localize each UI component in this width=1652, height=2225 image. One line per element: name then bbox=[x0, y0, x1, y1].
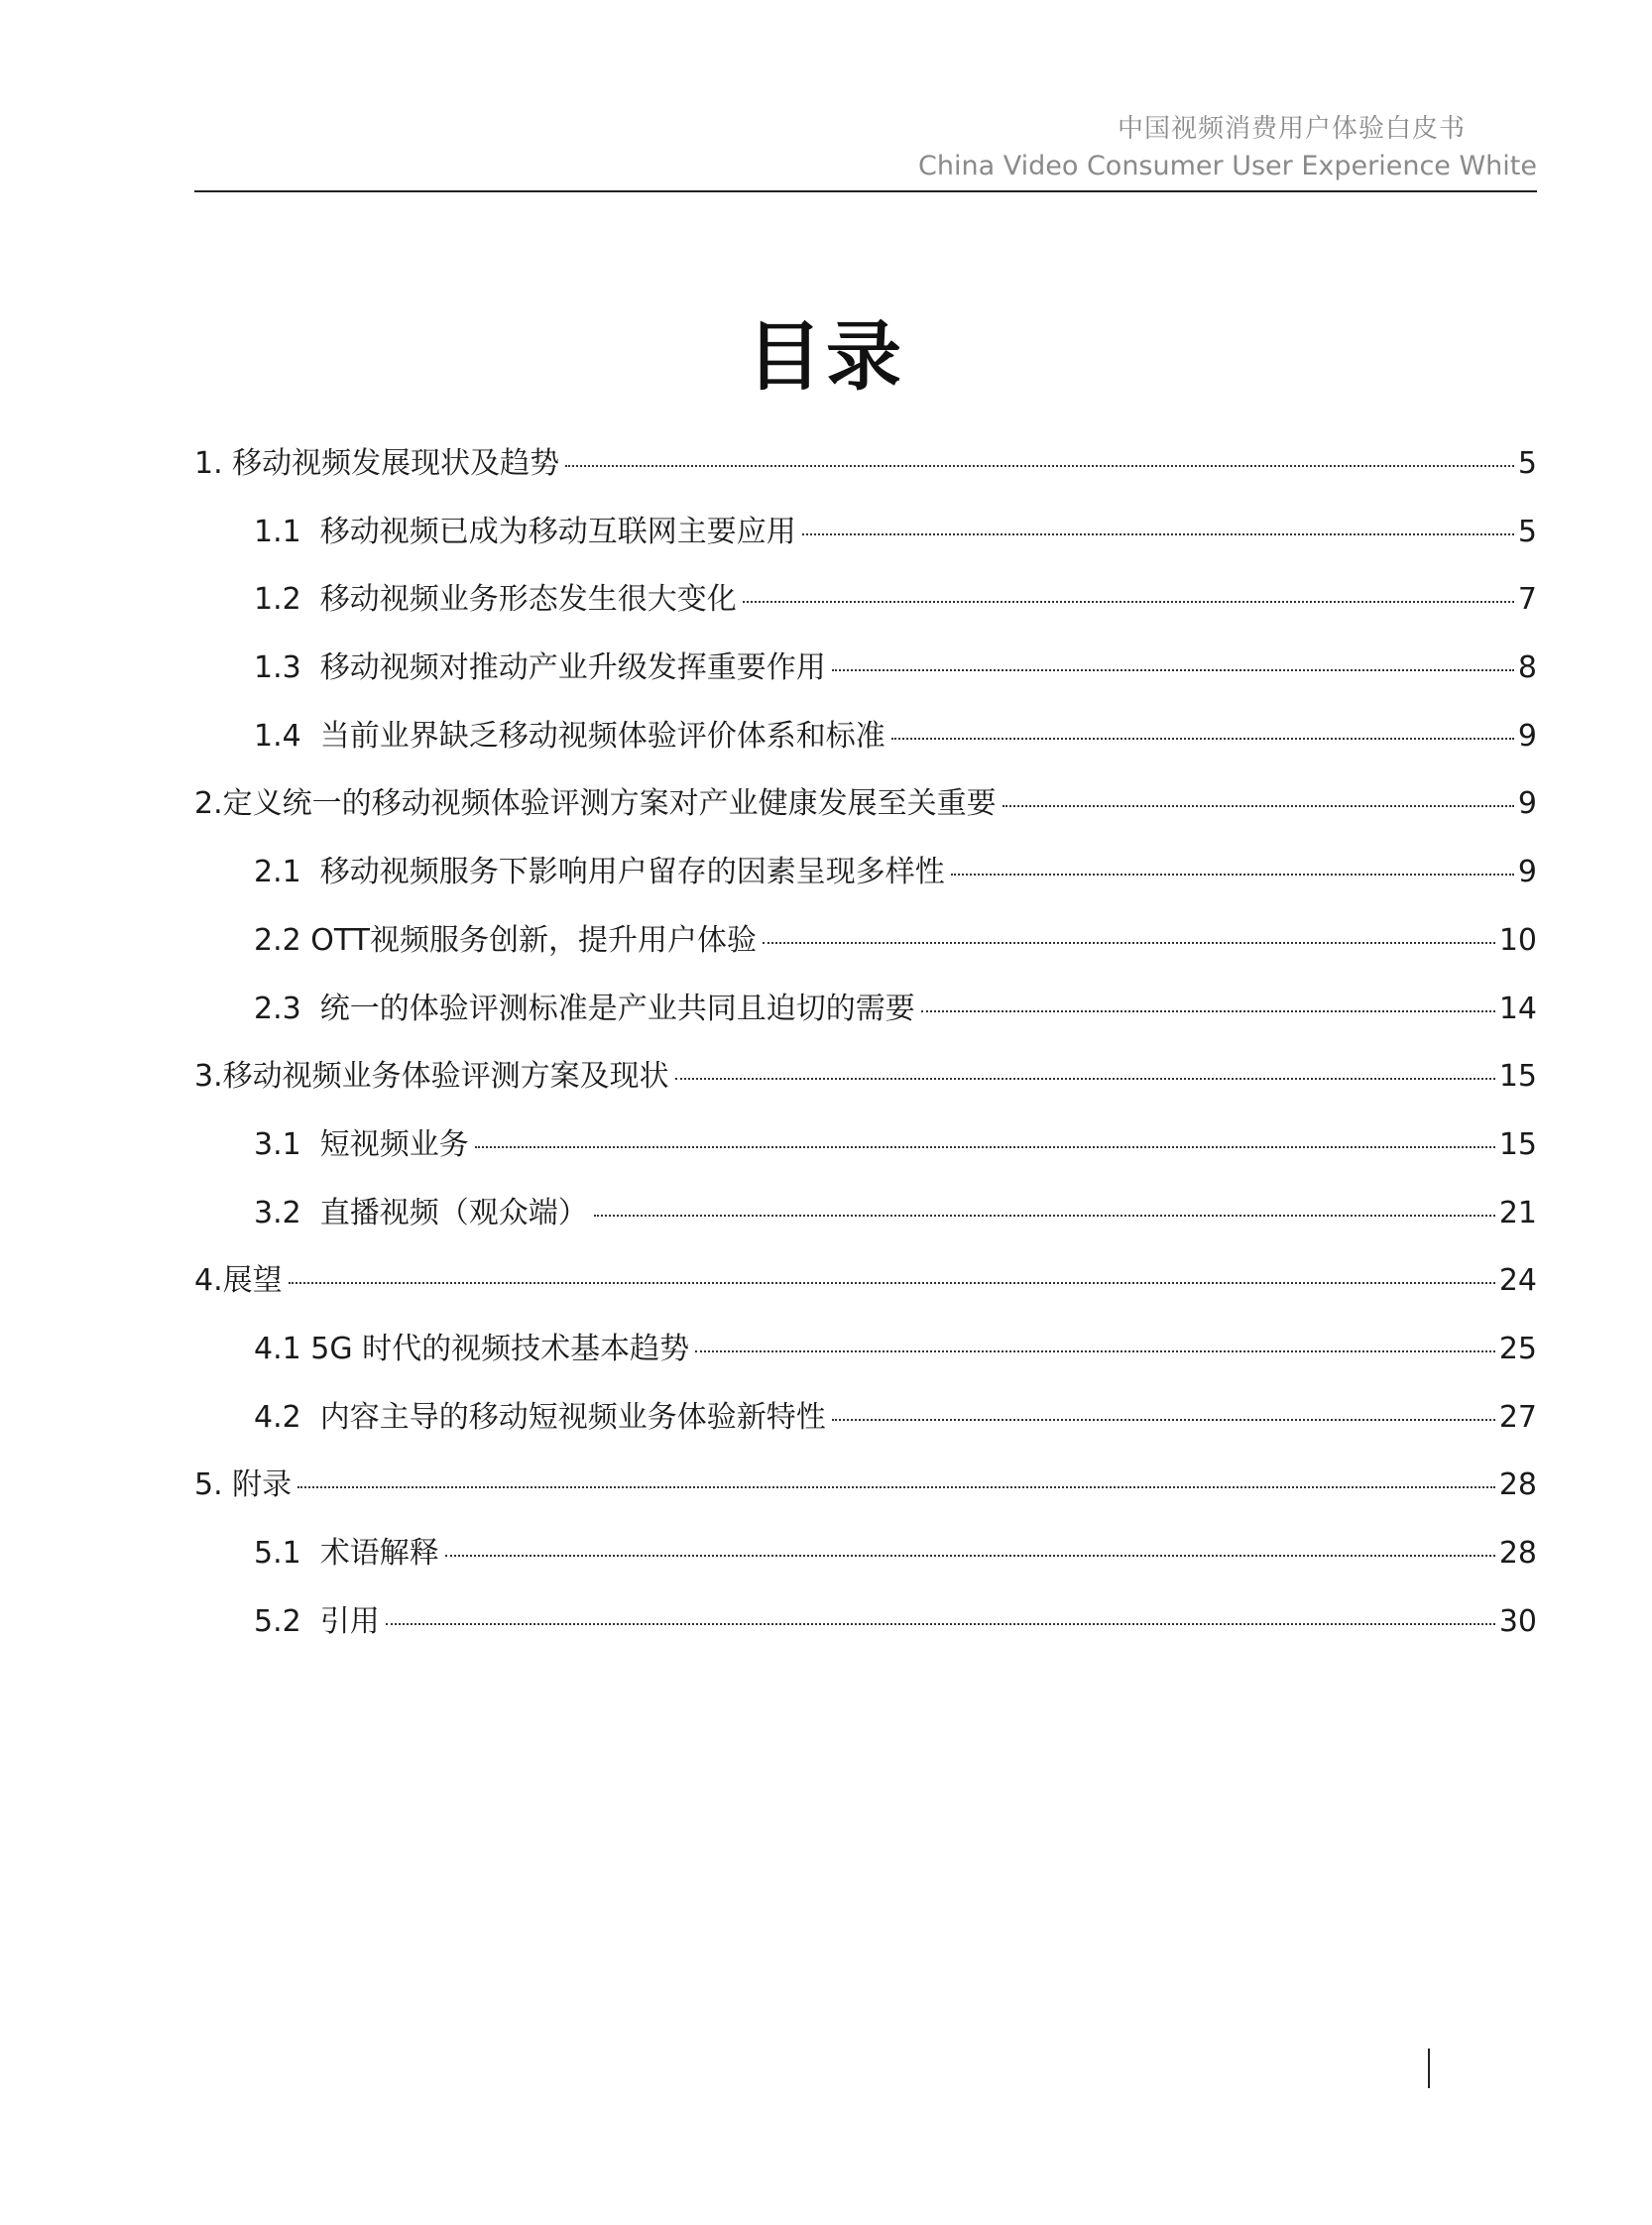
toc-entry-label: 1.1 移动视频已成为移动互联网主要应用 bbox=[254, 514, 796, 549]
toc-entry-label: 4.展望 bbox=[194, 1263, 283, 1299]
toc-entry-label: 2.1 移动视频服务下影响用户留存的因素呈现多样性 bbox=[254, 855, 945, 890]
page-marker-line bbox=[1428, 2049, 1430, 2088]
toc-section-link[interactable] bbox=[194, 1259, 1537, 1328]
toc-subsection-link[interactable] bbox=[194, 1123, 1537, 1192]
dot-leader bbox=[289, 1282, 1495, 1284]
running-header bbox=[918, 111, 1537, 186]
dot-leader bbox=[921, 1010, 1495, 1012]
toc-entry-page-number: 15 bbox=[1498, 1059, 1537, 1095]
dot-leader bbox=[475, 1146, 1495, 1148]
toc-subsection-link[interactable] bbox=[194, 919, 1537, 988]
header-title-en: China Video Consumer User Experience White bbox=[918, 151, 1537, 181]
toc-entry-page-number: 15 bbox=[1498, 1126, 1537, 1162]
dot-leader bbox=[386, 1623, 1495, 1625]
dot-leader bbox=[445, 1555, 1495, 1557]
toc-subsection-link[interactable] bbox=[194, 578, 1537, 646]
dot-leader bbox=[695, 1350, 1495, 1352]
toc-entry-page-number: 10 bbox=[1498, 922, 1537, 958]
toc-entry-label: 3.2 直播视频（观众端） bbox=[254, 1195, 588, 1230]
toc-subsection-link[interactable] bbox=[194, 851, 1537, 919]
toc-title: 目录 bbox=[747, 312, 905, 401]
dot-leader bbox=[891, 738, 1514, 740]
toc-section-link[interactable] bbox=[194, 1055, 1537, 1123]
dot-leader bbox=[802, 533, 1514, 535]
toc-entry-label: 2.定义统一的移动视频体验评测方案对产业健康发展至关重要 bbox=[194, 786, 997, 822]
table-of-contents bbox=[194, 442, 1537, 1668]
toc-entry-page-number: 9 bbox=[1517, 718, 1537, 754]
dot-leader bbox=[743, 601, 1514, 603]
toc-entry-label: 5.1 术语解释 bbox=[254, 1536, 439, 1571]
toc-entry-label: 4.1 5G 时代的视频技术基本趋势 bbox=[254, 1331, 690, 1366]
toc-entry-page-number: 21 bbox=[1498, 1195, 1537, 1230]
toc-entry-page-number: 9 bbox=[1517, 855, 1537, 890]
toc-subsection-link[interactable] bbox=[194, 1532, 1537, 1600]
dot-leader bbox=[675, 1078, 1495, 1080]
toc-subsection-link[interactable] bbox=[194, 1192, 1537, 1260]
toc-entry-page-number: 30 bbox=[1498, 1603, 1537, 1639]
toc-entry-label: 4.2 内容主导的移动短视频业务体验新特性 bbox=[254, 1399, 826, 1435]
dot-leader bbox=[832, 1419, 1495, 1421]
toc-entry-page-number: 8 bbox=[1517, 650, 1537, 686]
dot-leader bbox=[297, 1486, 1495, 1488]
toc-entry-label: 5. 附录 bbox=[194, 1467, 293, 1503]
dot-leader bbox=[951, 874, 1514, 876]
toc-entry-page-number: 14 bbox=[1498, 991, 1537, 1026]
toc-entry-label: 1. 移动视频发展现状及趋势 bbox=[194, 446, 560, 481]
toc-entry-page-number: 7 bbox=[1517, 582, 1537, 618]
toc-entry-page-number: 5 bbox=[1517, 446, 1537, 481]
toc-subsection-link[interactable] bbox=[194, 646, 1537, 715]
toc-entry-label: 2.3 统一的体验评测标准是产业共同且迫切的需要 bbox=[254, 991, 915, 1026]
toc-subsection-link[interactable] bbox=[194, 988, 1537, 1056]
toc-subsection-link[interactable] bbox=[194, 1328, 1537, 1396]
dot-leader bbox=[763, 942, 1495, 944]
toc-entry-label: 1.4 当前业界缺乏移动视频体验评价体系和标准 bbox=[254, 718, 885, 754]
toc-entry-page-number: 5 bbox=[1517, 514, 1537, 549]
dot-leader bbox=[594, 1215, 1495, 1217]
toc-entry-page-number: 9 bbox=[1517, 786, 1537, 822]
header-title-cn: 中国视频消费用户体验白皮书 bbox=[1117, 114, 1466, 144]
dot-leader bbox=[565, 465, 1514, 467]
dot-leader bbox=[832, 669, 1514, 671]
toc-section-link[interactable] bbox=[194, 782, 1537, 851]
toc-subsection-link[interactable] bbox=[194, 1600, 1537, 1669]
toc-entry-label: 1.3 移动视频对推动产业升级发挥重要作用 bbox=[254, 650, 826, 686]
toc-entry-page-number: 24 bbox=[1498, 1263, 1537, 1299]
toc-entry-page-number: 27 bbox=[1498, 1399, 1537, 1435]
toc-subsection-link[interactable] bbox=[194, 511, 1537, 579]
toc-entry-page-number: 28 bbox=[1498, 1467, 1537, 1503]
toc-entry-label: 5.2 引用 bbox=[254, 1603, 380, 1639]
toc-entry-label: 3.移动视频业务体验评测方案及现状 bbox=[194, 1059, 669, 1095]
toc-entry-page-number: 25 bbox=[1498, 1331, 1537, 1366]
toc-entry-label: 1.2 移动视频业务形态发生很大变化 bbox=[254, 582, 737, 618]
toc-subsection-link[interactable] bbox=[194, 715, 1537, 783]
toc-entry-label: 2.2 OTT视频服务创新，提升用户体验 bbox=[254, 922, 757, 958]
toc-subsection-link[interactable] bbox=[194, 1396, 1537, 1464]
toc-section-link[interactable] bbox=[194, 1464, 1537, 1532]
toc-section-link[interactable] bbox=[194, 442, 1537, 511]
dot-leader bbox=[1003, 805, 1514, 807]
header-divider bbox=[194, 190, 1537, 192]
toc-entry-page-number: 28 bbox=[1498, 1536, 1537, 1571]
toc-entry-label: 3.1 短视频业务 bbox=[254, 1126, 469, 1162]
